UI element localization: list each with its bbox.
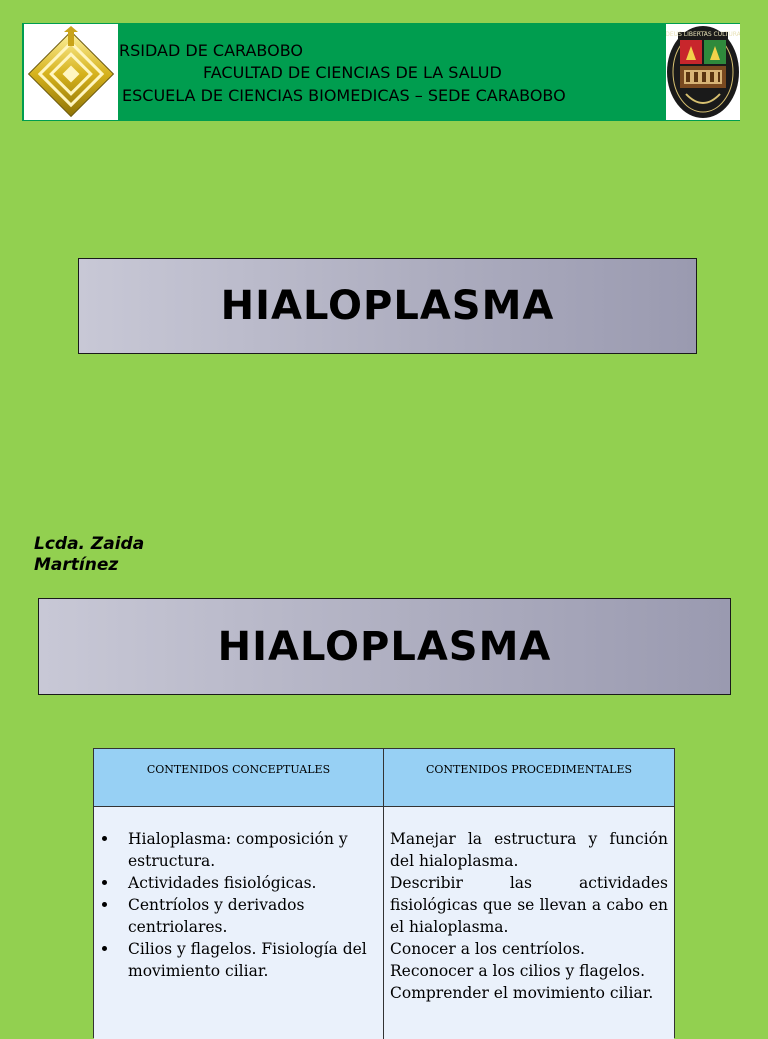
university-seal-icon (666, 24, 740, 120)
header-faculty: FACULTAD DE CIENCIAS DE LA SALUD (203, 63, 502, 82)
seal-motto: DEUS LIBERTAS CULTURA (666, 31, 740, 38)
list-item: Reconocer a los cilios y flagelos. (390, 962, 645, 980)
conceptual-list (94, 807, 383, 982)
list-item: Describir las actividades fisiológicas que se llevan a cabo en el hialoplasma. (390, 874, 668, 936)
list-item: Manejar la estructura y función del hialoplasma. (390, 830, 668, 870)
header-school: ESCUELA DE CIENCIAS BIOMEDICAS – SEDE CARABOBO (122, 86, 566, 105)
header-university: RSIDAD DE CARABOBO (119, 41, 304, 60)
header-cell-procedural: CONTENIDOS PROCEDIMENTALES (384, 749, 674, 806)
title-box-2 (38, 598, 731, 695)
university-seal (666, 24, 740, 120)
content-table (93, 748, 675, 1038)
list-item: Conocer a los centríolos. (390, 940, 585, 958)
header-cell-conceptual: CONTENIDOS CONCEPTUALES (94, 749, 384, 806)
header-text (0, 0, 768, 124)
title-2: HIALOPLASMA (217, 623, 552, 670)
list-item: Centríolos y derivados centriolares. (128, 894, 375, 938)
body-cell-conceptual (94, 806, 384, 1039)
author-line-1: Lcda. Zaida (34, 534, 145, 554)
author-line-2: Martínez (34, 555, 119, 575)
list-item: Hialoplasma: composición y estructura. (128, 828, 375, 872)
procedural-list (384, 807, 674, 1004)
title-box-1 (78, 258, 697, 354)
list-item: Cilios y flagelos. Fisiología del movimiento ciliar. (128, 938, 375, 982)
author (34, 534, 144, 576)
list-item: Comprender el movimiento ciliar. (390, 984, 654, 1002)
body-cell-procedural (384, 806, 674, 1039)
title-1: HIALOPLASMA (220, 283, 555, 329)
list-item: Actividades fisiológicas. (128, 872, 375, 894)
